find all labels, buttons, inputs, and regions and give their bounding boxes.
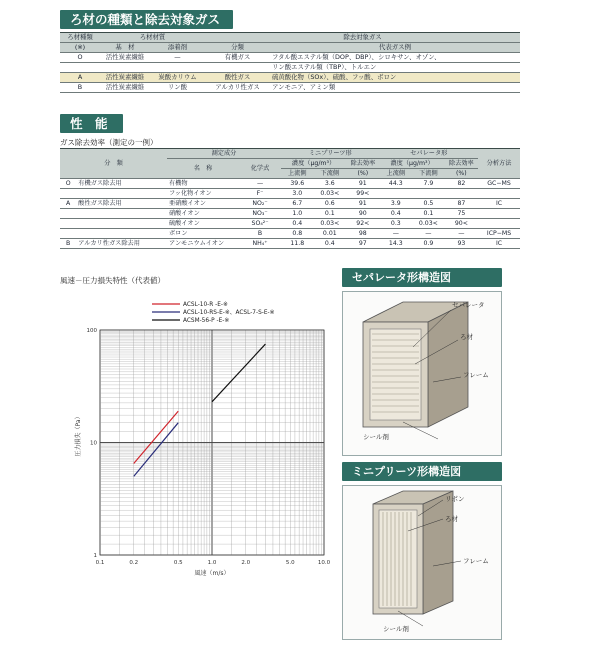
cell-ex: フタル酸エステル類（DOP、DBP）、シロキサン、オゾン、 bbox=[270, 53, 520, 63]
legend-label-2: ACSM-56-P -E-※ bbox=[183, 318, 230, 324]
cell-me: 91 bbox=[346, 199, 379, 209]
chart-title: 風速－圧力損失特性（代表値） bbox=[60, 276, 165, 285]
cell-cls: 酸性ガス除去用 bbox=[76, 199, 167, 209]
cell-cls bbox=[205, 63, 270, 73]
th2-sep-eff: 除去効率 bbox=[445, 159, 478, 169]
th2-mini-down: 下流側 bbox=[314, 169, 347, 179]
minipleat-structure-figure bbox=[342, 485, 502, 640]
cell-su: 3.9 bbox=[380, 199, 413, 209]
cell-md: 3.6 bbox=[314, 179, 347, 189]
th2-sep: セパレータ形 bbox=[380, 149, 479, 159]
cell-sd: 7.9 bbox=[412, 179, 445, 189]
cell-additive: — bbox=[150, 53, 205, 63]
cell-mu: 39.6 bbox=[281, 179, 314, 189]
th2-sep-up: 上流側 bbox=[380, 169, 413, 179]
cell-additive bbox=[150, 63, 205, 73]
filter-type-row bbox=[60, 63, 520, 73]
cell-se bbox=[445, 189, 478, 199]
gas-row bbox=[60, 199, 520, 209]
cell-md: 0.4 bbox=[314, 239, 347, 249]
pressure-loss-chart bbox=[60, 300, 330, 630]
cell-su: 0.4 bbox=[380, 209, 413, 219]
cell-mu: 6.7 bbox=[281, 199, 314, 209]
cell-se: 93 bbox=[445, 239, 478, 249]
cell-f: SO₄²⁻ bbox=[239, 219, 281, 229]
cell-m: IC bbox=[478, 239, 520, 249]
x-tick-label: 2.0 bbox=[241, 560, 251, 566]
mini-label-ribbon: リボン bbox=[445, 495, 465, 503]
cell-name: ボロン bbox=[167, 229, 239, 239]
cell-mu: 0.8 bbox=[281, 229, 314, 239]
th2-classification: 分 類 bbox=[60, 149, 167, 179]
gas-row bbox=[60, 219, 520, 229]
th-filter-material: ろ材材質 bbox=[100, 33, 205, 43]
y-tick-label: 100 bbox=[86, 328, 97, 334]
cell-su bbox=[380, 189, 413, 199]
th2-formula: 化学式 bbox=[239, 159, 281, 179]
cell-me: 97 bbox=[346, 239, 379, 249]
cell-name: アンモニウムイオン bbox=[167, 239, 239, 249]
cell-type bbox=[60, 63, 100, 73]
cell-type: A bbox=[60, 73, 100, 83]
th2-name: 名 称 bbox=[167, 159, 239, 179]
x-tick-label: 1.0 bbox=[207, 560, 217, 566]
cell-ex: アンモニア、アミン類 bbox=[270, 83, 520, 93]
cell-name: 有機物 bbox=[167, 179, 239, 189]
cell-se: 90< bbox=[445, 219, 478, 229]
cell-mu: 0.4 bbox=[281, 219, 314, 229]
performance-subtitle: ガス除去効率（測定の一例） bbox=[60, 138, 158, 147]
sep-label-separator: セパレータ bbox=[452, 301, 485, 309]
th2-sep-pct: (%) bbox=[445, 169, 478, 179]
cell-cls bbox=[76, 189, 167, 199]
cell-base: 活性炭素繊維 bbox=[100, 83, 150, 93]
gas-row bbox=[60, 179, 520, 189]
chart-ylabel: 圧力損失（Pa） bbox=[75, 413, 82, 457]
filter-type-row bbox=[60, 83, 520, 93]
cell-se: 87 bbox=[445, 199, 478, 209]
cell-cls bbox=[76, 219, 167, 229]
section-title-filter-types: ろ材の種類と除去対象ガス bbox=[60, 10, 233, 29]
cell-m bbox=[478, 209, 520, 219]
th2-sep-conc: 濃度（μg/m³） bbox=[380, 159, 445, 169]
cell-t: A bbox=[60, 199, 76, 209]
cell-sd: — bbox=[412, 229, 445, 239]
cell-me: 90 bbox=[346, 209, 379, 219]
cell-t bbox=[60, 189, 76, 199]
cell-ex: リン酸エステル類（TBP）、トルエン bbox=[270, 63, 520, 73]
cell-t bbox=[60, 219, 76, 229]
cell-name: フッ化物イオン bbox=[167, 189, 239, 199]
cell-f: B bbox=[239, 229, 281, 239]
filter-type-row bbox=[60, 73, 520, 83]
cell-t bbox=[60, 209, 76, 219]
th-filter-type-sub: (※) bbox=[60, 43, 100, 53]
cell-t bbox=[60, 229, 76, 239]
cell-base bbox=[100, 63, 150, 73]
cell-f: NO₃⁻ bbox=[239, 209, 281, 219]
cell-m: GC−MS bbox=[478, 179, 520, 189]
cell-t: B bbox=[60, 239, 76, 249]
cell-su: 44.3 bbox=[380, 179, 413, 189]
cell-md: 0.03< bbox=[314, 219, 347, 229]
cell-type: B bbox=[60, 83, 100, 93]
th2-mini: ミニプリーツ形 bbox=[281, 149, 380, 159]
cell-additive: 炭酸カリウム bbox=[150, 73, 205, 83]
cell-m: IC bbox=[478, 199, 520, 209]
cell-cls bbox=[76, 229, 167, 239]
cell-ex: 硫黄酸化物（SOx）、硫酸、フッ酸、ボロン bbox=[270, 73, 520, 83]
cell-sd: 0.9 bbox=[412, 239, 445, 249]
cell-mu: 11.8 bbox=[281, 239, 314, 249]
cell-me: 91 bbox=[346, 179, 379, 189]
th2-mini-conc: 濃度（μg/m³） bbox=[281, 159, 346, 169]
cell-name: 硝酸イオン bbox=[167, 209, 239, 219]
cell-me: 99< bbox=[346, 189, 379, 199]
cell-t: O bbox=[60, 179, 76, 189]
th-target-gas: 除去対象ガス bbox=[205, 33, 520, 43]
cell-md: 0.1 bbox=[314, 209, 347, 219]
cell-mu: 3.0 bbox=[281, 189, 314, 199]
cell-cls: アルカリ性ガス除去用 bbox=[76, 239, 167, 249]
cell-sd bbox=[412, 189, 445, 199]
chart-xlabel: 風速（m/s） bbox=[194, 570, 230, 577]
th2-mini-pct: (%) bbox=[346, 169, 379, 179]
cell-se: 75 bbox=[445, 209, 478, 219]
th-filter-type: ろ材種類 bbox=[60, 33, 100, 43]
cell-su: — bbox=[380, 229, 413, 239]
cell-sd: 0.03< bbox=[412, 219, 445, 229]
cell-sd: 0.5 bbox=[412, 199, 445, 209]
cell-se: — bbox=[445, 229, 478, 239]
cell-f: F⁻ bbox=[239, 189, 281, 199]
th2-sep-down: 下流側 bbox=[412, 169, 445, 179]
section-title-minipleat-structure: ミニプリーツ形構造図 bbox=[342, 462, 502, 481]
cell-name: 硫酸イオン bbox=[167, 219, 239, 229]
sep-label-sealant: シール剤 bbox=[363, 433, 389, 441]
th-examples: 代表ガス例 bbox=[270, 43, 520, 53]
filter-types-table bbox=[60, 32, 520, 93]
cell-name: 亜硝酸イオン bbox=[167, 199, 239, 209]
cell-m bbox=[478, 189, 520, 199]
cell-f: NH₄⁺ bbox=[239, 239, 281, 249]
cell-m bbox=[478, 219, 520, 229]
cell-md: 0.01 bbox=[314, 229, 347, 239]
gas-removal-table bbox=[60, 148, 520, 249]
th-base: 基 材 bbox=[100, 43, 150, 53]
cell-me: 98 bbox=[346, 229, 379, 239]
gas-row bbox=[60, 229, 520, 239]
mini-label-sealant: シール剤 bbox=[383, 625, 409, 633]
section-title-separator-structure: セパレータ形構造図 bbox=[342, 268, 502, 287]
cell-cls bbox=[76, 209, 167, 219]
th-classification: 分類 bbox=[205, 43, 270, 53]
section-title-performance: 性 能 bbox=[60, 114, 123, 133]
mini-label-frame: フレーム bbox=[463, 557, 489, 565]
th2-method: 分析方法 bbox=[478, 149, 520, 179]
x-tick-label: 10.0 bbox=[317, 560, 330, 566]
sep-label-media: ろ材 bbox=[460, 333, 473, 341]
cell-f: NO₂⁻ bbox=[239, 199, 281, 209]
gas-row bbox=[60, 239, 520, 249]
th2-mini-eff: 除去効率 bbox=[346, 159, 379, 169]
x-tick-label: 5.0 bbox=[285, 560, 295, 566]
x-tick-label: 0.5 bbox=[173, 560, 183, 566]
filter-type-row bbox=[60, 53, 520, 63]
cell-additive: リン酸 bbox=[150, 83, 205, 93]
th-additive: 添着剤 bbox=[150, 43, 205, 53]
separator-structure-figure bbox=[342, 291, 502, 456]
cell-se: 82 bbox=[445, 179, 478, 189]
y-tick-label: 10 bbox=[90, 440, 97, 447]
cell-cls: 有機ガス bbox=[205, 53, 270, 63]
mini-label-media: ろ材 bbox=[445, 515, 458, 523]
x-tick-label: 0.1 bbox=[95, 560, 105, 566]
gas-row bbox=[60, 209, 520, 219]
gas-row bbox=[60, 189, 520, 199]
cell-f: — bbox=[239, 179, 281, 189]
cell-cls: アルカリ性ガス bbox=[205, 83, 270, 93]
cell-md: 0.6 bbox=[314, 199, 347, 209]
cell-su: 14.3 bbox=[380, 239, 413, 249]
legend-label-0: ACSL-10-R -E-※ bbox=[183, 302, 228, 308]
cell-sd: 0.1 bbox=[412, 209, 445, 219]
cell-me: 92< bbox=[346, 219, 379, 229]
cell-m: ICP−MS bbox=[478, 229, 520, 239]
cell-cls: 有機ガス除去用 bbox=[76, 179, 167, 189]
cell-md: 0.03< bbox=[314, 189, 347, 199]
cell-cls: 酸性ガス bbox=[205, 73, 270, 83]
cell-su: 0.3 bbox=[380, 219, 413, 229]
cell-type: O bbox=[60, 53, 100, 63]
legend-label-1: ACSL-10-RS-E-※、ACSL-7-S-E-※ bbox=[183, 310, 275, 316]
th2-mini-up: 上流側 bbox=[281, 169, 314, 179]
cell-base: 活性炭素繊維 bbox=[100, 73, 150, 83]
th2-measured: 測定成分 bbox=[167, 149, 281, 159]
sep-label-frame: フレーム bbox=[463, 371, 489, 379]
cell-mu: 1.0 bbox=[281, 209, 314, 219]
cell-base: 活性炭素繊維 bbox=[100, 53, 150, 63]
x-tick-label: 0.2 bbox=[129, 560, 139, 566]
y-tick-label: 1 bbox=[93, 553, 97, 559]
